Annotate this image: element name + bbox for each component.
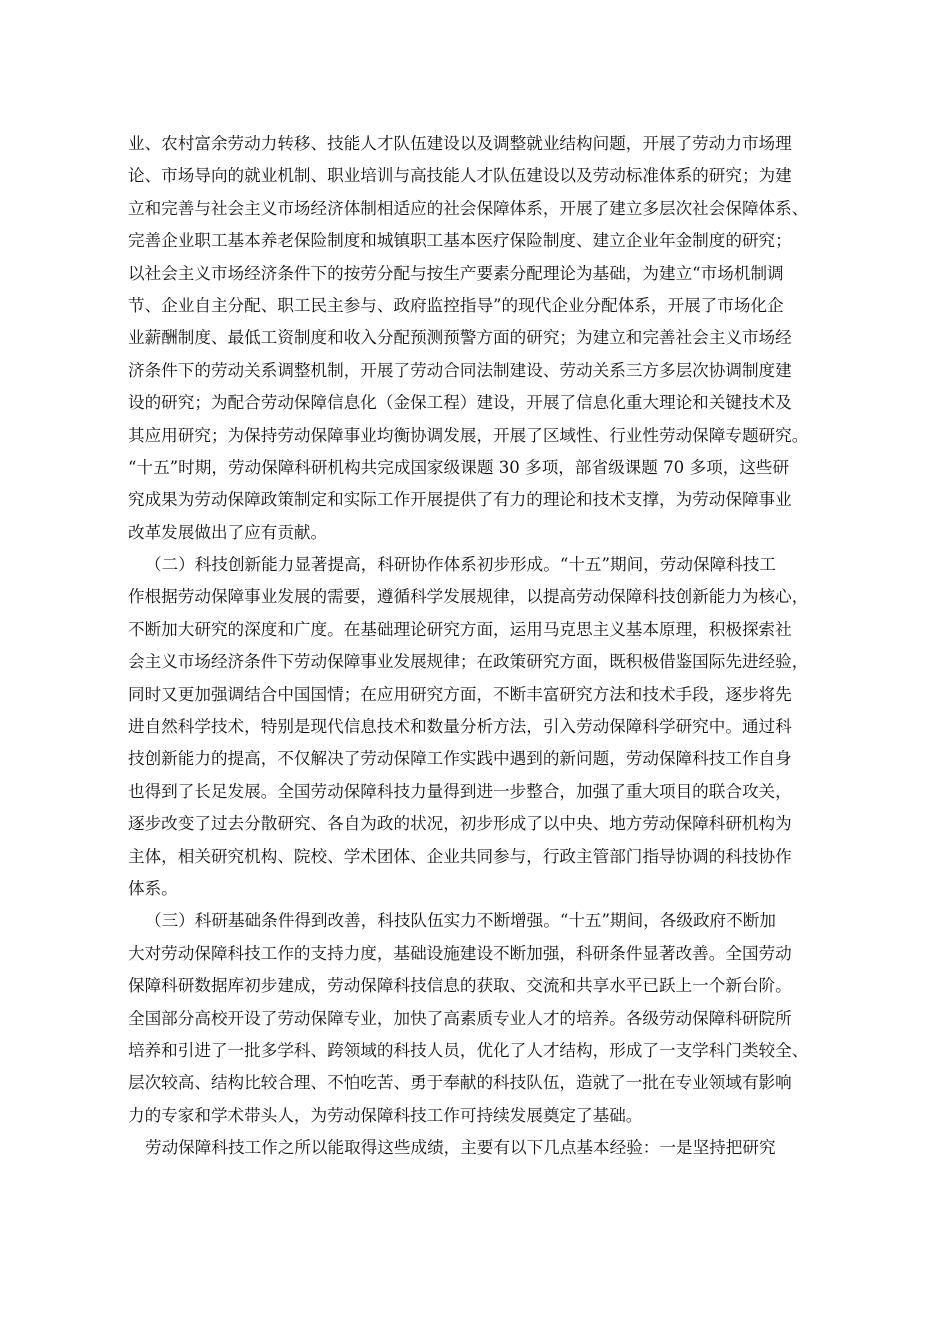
paragraph-basic-experience	[128, 1132, 828, 1164]
paragraph-research-results	[128, 128, 828, 549]
text-line: 层次较高、结构比较合理、不怕吃苦、勇于奉献的科技队伍，造就了一批在专业领域有影响	[128, 1073, 792, 1093]
paragraph-research-infrastructure	[128, 905, 828, 1132]
text-line: 其应用研究；为保持劳动保障事业均衡协调发展，开展了区域性、行业性劳动保障专题研究。	[128, 425, 809, 445]
text-line: 同时又更加强调结合中国国情；在应用研究方面，不断丰富研究方法和技术手段，逐步将先	[128, 684, 792, 704]
text-line: 设的研究；为配合劳动保障信息化（金保工程）建设，开展了信息化重大理论和关键技术及	[128, 393, 792, 413]
text-line: （三）科研基础条件得到改善，科技队伍实力不断增强。“十五”期间，各级政府不断加	[145, 911, 776, 931]
text-line: 体系。	[128, 878, 178, 898]
text-line: 论、市场导向的就业机制、职业培训与高技能人才队伍建设以及劳动标准体系的研究；为建	[128, 166, 792, 186]
text-line: 改革发展做出了应有贡献。	[128, 522, 328, 542]
text-line: 立和完善与社会主义市场经济体制相适应的社会保障体系，开展了建立多层次社会保障体系、	[128, 198, 809, 218]
text-line: 以社会主义市场经济条件下的按劳分配与按生产要素分配理论为基础，为建立“市场机制调	[128, 263, 784, 283]
text-line: 进自然科学技术，特别是现代信息技术和数量分析方法，引入劳动保障科学研究中。通过科	[128, 717, 792, 737]
text-line: 力的专家和学术带头人，为劳动保障科技工作可持续发展奠定了基础。	[128, 1105, 643, 1125]
text-line: 业、农村富余劳动力转移、技能人才队伍建设以及调整就业结构问题，开展了劳动力市场理	[128, 134, 792, 153]
text-line: （二）科技创新能力显著提高，科研协作体系初步形成。“十五”期间，劳动保障科技工	[145, 555, 776, 575]
text-line: 也得到了长足发展。全国劳动保障科技力量得到进一步整合，加强了重大项目的联合攻关，	[128, 781, 792, 801]
text-line: 济条件下的劳动关系调整机制，开展了劳动合同法制建设、劳动关系三方多层次协调制度建	[128, 360, 792, 380]
text-line: 主体，相关研究机构、院校、学术团体、企业共同参与，行政主管部门指导协调的科技协作	[128, 846, 792, 866]
text-line: 全国部分高校开设了劳动保障专业，加快了高素质专业人才的培养。各级劳动保障科研院所	[128, 1008, 792, 1028]
document-page	[128, 128, 828, 1165]
text-line: 不断加大研究的深度和广度。在基础理论研究方面，运用马克思主义基本原理，积极探索社	[128, 619, 792, 639]
text-line: 培养和引进了一批多学科、跨领域的科技人员，优化了人才结构，形成了一支学科门类较全、	[128, 1040, 809, 1060]
paragraph-innovation-capacity	[128, 549, 828, 905]
text-line: 作根据劳动保障事业发展的需要，遵循科学发展规律，以提高劳动保障科技创新能力为核心，	[128, 587, 809, 607]
text-line: 节、企业自主分配、职工民主参与、政府监控指导”的现代企业分配体系，开展了市场化企	[128, 295, 784, 315]
text-line: 大对劳动保障科技工作的支持力度，基础设施建设不断加强，科研条件显著改善。全国劳动	[128, 943, 792, 963]
text-line: “十五”时期，劳动保障科研机构共完成国家级课题 30 多项，部省级课题 70 多项，这些研	[128, 457, 790, 477]
text-line: 技创新能力的提高，不仅解决了劳动保障工作实践中遇到的新问题，劳动保障科技工作自身	[128, 749, 792, 769]
text-line: 完善企业职工基本养老保险制度和城镇职工基本医疗保险制度、建立企业年金制度的研究；	[128, 231, 792, 251]
text-line: 业薪酬制度、最低工资制度和收入分配预测预警方面的研究；为建立和完善社会主义市场经	[128, 328, 792, 348]
text-line: 会主义市场经济条件下劳动保障事业发展规律；在政策研究方面，既积极借鉴国际先进经验，	[128, 652, 809, 672]
text-line: 劳动保障科技工作之所以能取得这些成绩，主要有以下几点基本经验：一是坚持把研究	[145, 1138, 776, 1158]
text-line: 究成果为劳动保障政策制定和实际工作开展提供了有力的理论和技术支撑，为劳动保障事业	[128, 490, 792, 510]
text-line: 逐步改变了过去分散研究、各自为政的状况，初步形成了以中央、地方劳动保障科研机构为	[128, 814, 792, 834]
text-line: 保障科研数据库初步建成，劳动保障科技信息的获取、交流和共享水平已跃上一个新台阶。	[128, 976, 792, 996]
